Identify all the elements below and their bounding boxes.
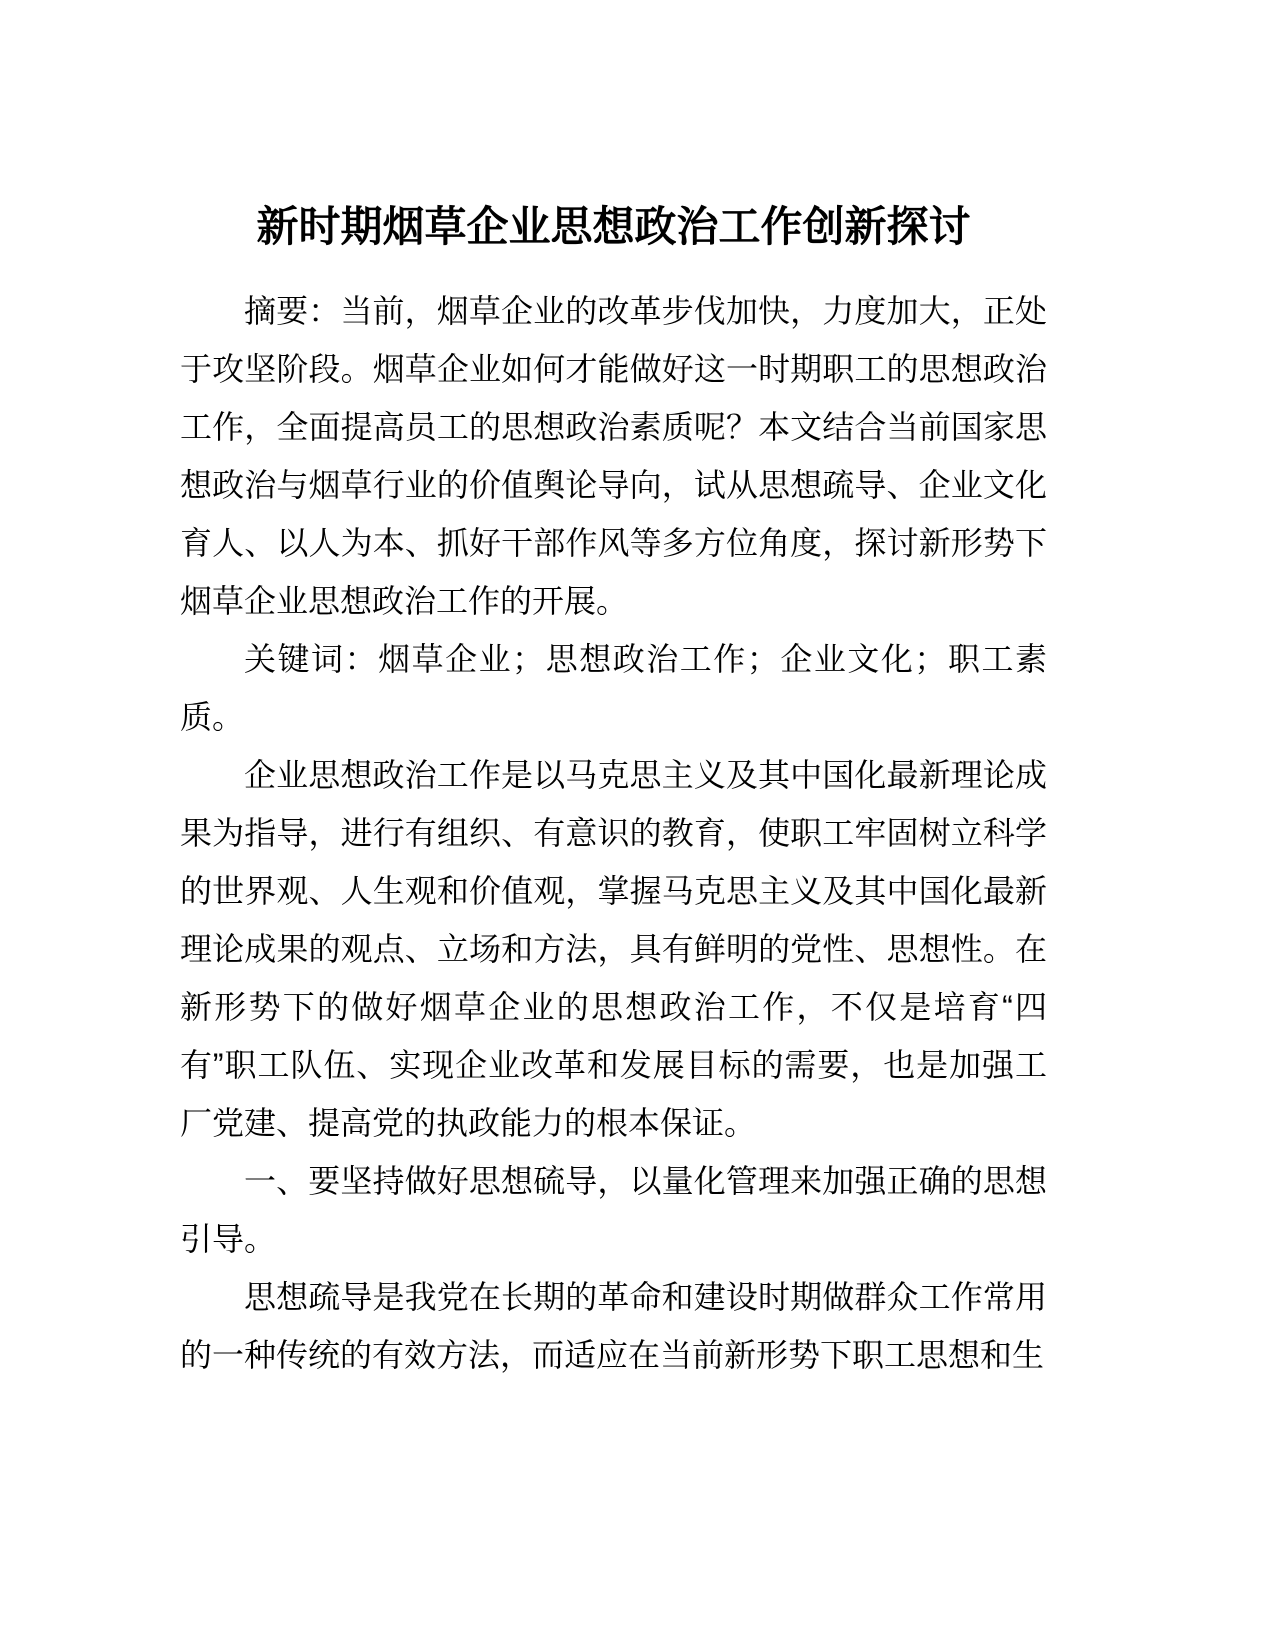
paragraph-intro: 企业思想政治工作是以马克思主义及其中国化最新理论成果为指导，进行有组织、有意识的教育，使职工牢固树立科学的世界观、人生观和价值观，掌握马克思主义及其中国化最新理论成果的观点、立场和方法，具有鲜明的党性、思想性。在新形势下的做好烟草企业的思想政治工作，不仅是培育“四有”职工队伍、实现企业改革和发展目标的需要，也是加强工厂党建、提高党的执政能力的根本保证。 <box>180 757 1047 1141</box>
paragraph-section-heading: 一、要坚持做好思想硫导，以量化管理来加强正确的思想引导。 <box>180 1163 1047 1257</box>
paragraph-section-body: 思想疏导是我党在长期的革命和建设时期做群众工作常用的一种传统的有效方法，而适应在当前新形势下职工思想和生 <box>180 1279 1047 1373</box>
paragraph-keywords: 关键词：烟草企业；思想政治工作；企业文化；职工素质。 <box>180 641 1047 735</box>
document-title: 新时期烟草企业思想政治工作创新探讨 <box>256 203 971 250</box>
paragraph-abstract: 摘要：当前，烟草企业的改革步伐加快，力度加大，正处于攻坚阶段。烟草企业如何才能做好这一时期职工的思想政治工作，全面提高员工的思想政治素质呢？本文结合当前国家思想政治与烟草行业的价值舆论导向，试从思想疏导、企业文化育人、以人为本、抓好干部作风等多方位角度，探讨新形势下烟草企业思想政治工作的开展。 <box>180 293 1047 619</box>
